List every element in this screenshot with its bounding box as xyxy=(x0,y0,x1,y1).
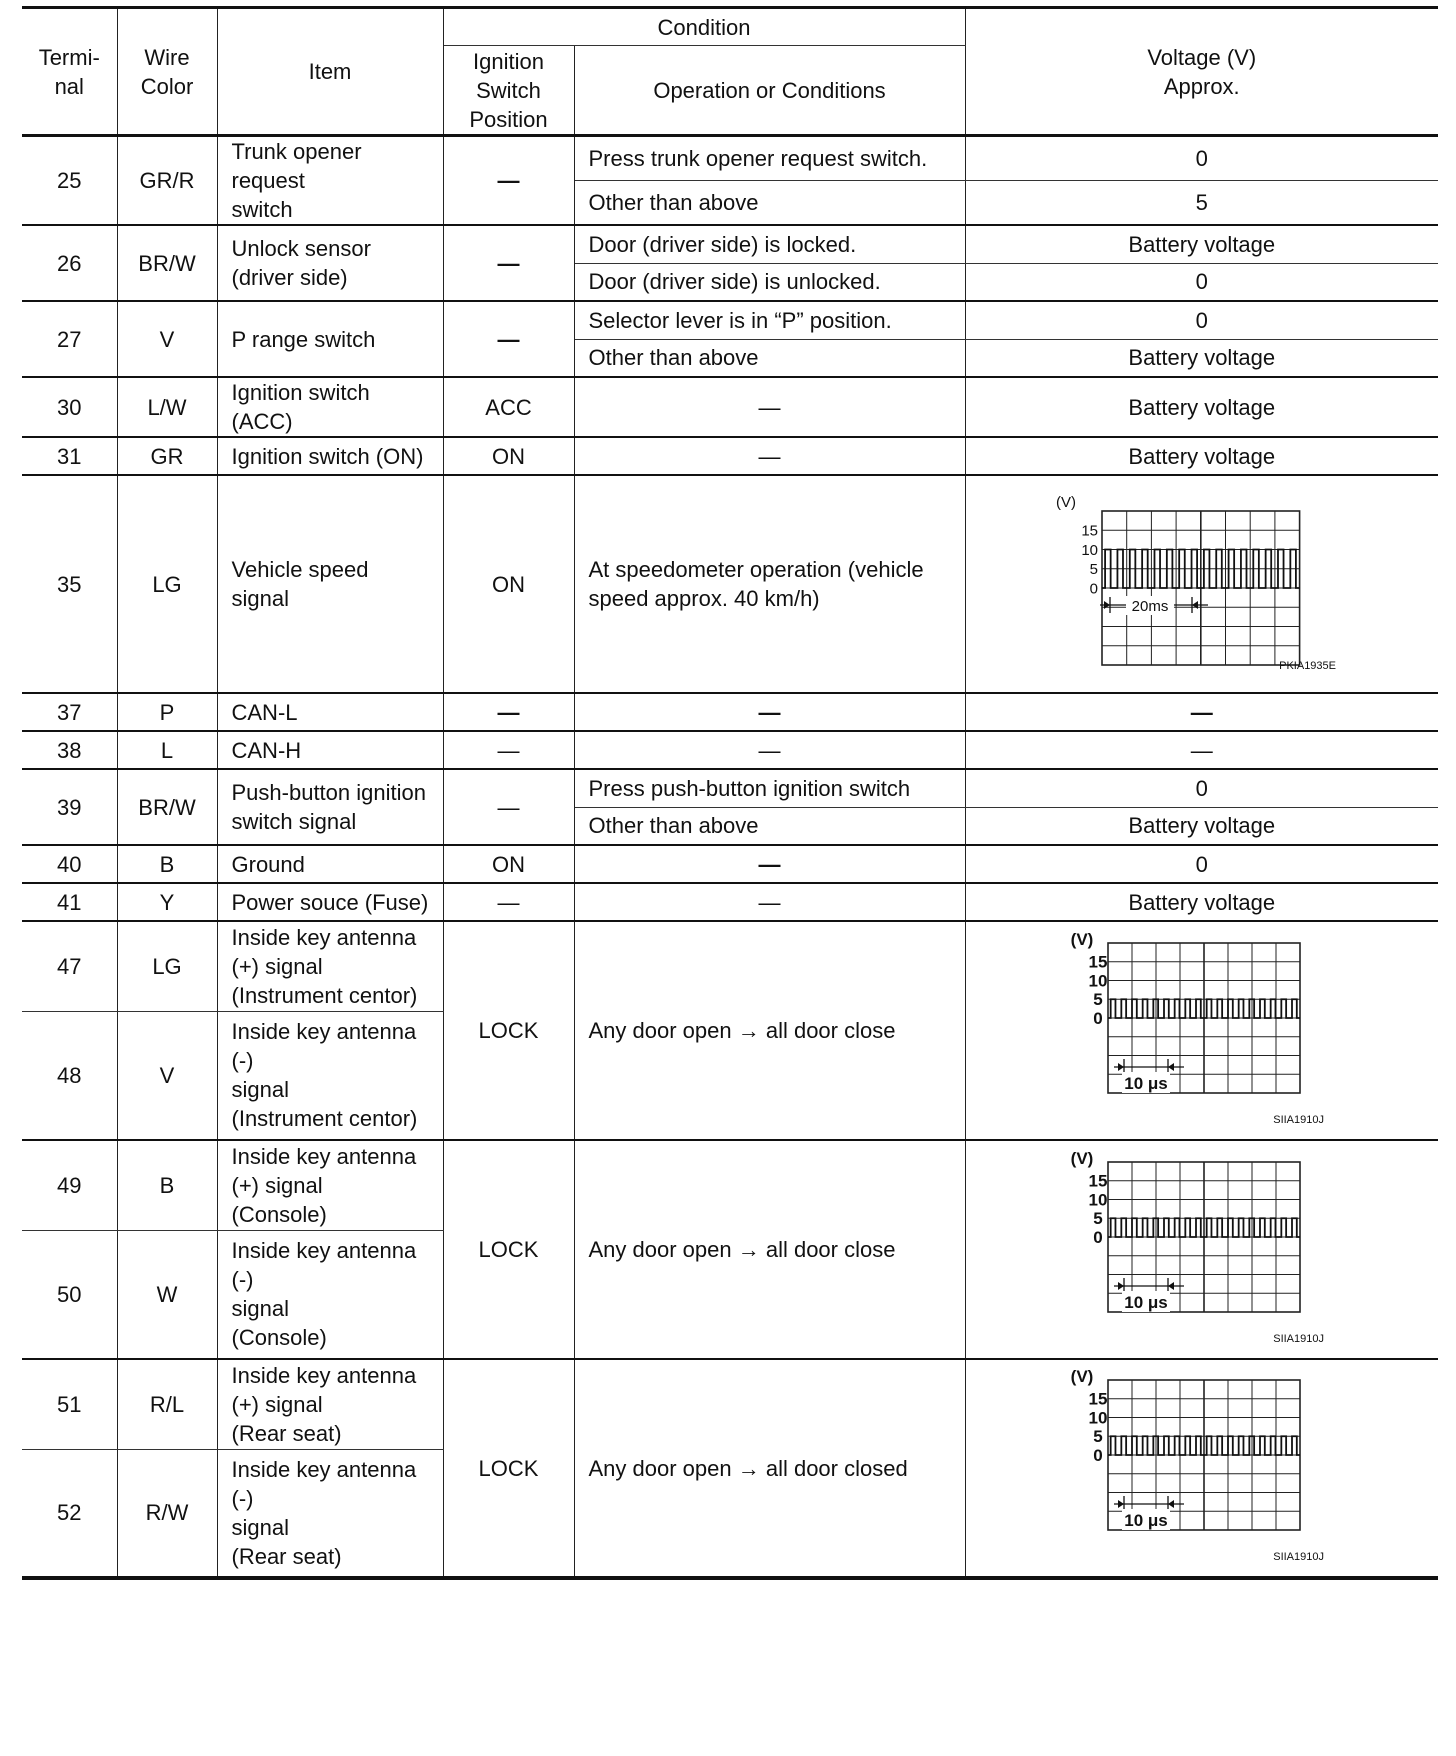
wire-color-cell: GR xyxy=(117,437,217,475)
condition-cell: Any door open → all door close xyxy=(574,1140,965,1359)
y-tick-label: 0 xyxy=(1093,1227,1103,1247)
y-tick-label: 0 xyxy=(1093,1008,1103,1028)
condition-cell: — xyxy=(574,437,965,475)
y-tick-label: 15 xyxy=(1088,1171,1108,1191)
table-row xyxy=(22,845,1438,883)
voltage-cell: 0 xyxy=(965,301,1438,339)
ignition-cell: ACC xyxy=(443,377,574,437)
header-condition: Condition xyxy=(443,8,965,46)
y-tick-label: 5 xyxy=(1093,1208,1103,1228)
condition-cell: Other than above xyxy=(574,339,965,377)
item-cell: Push-button ignition switch signal xyxy=(217,769,443,845)
y-tick-label: 10 xyxy=(1088,1189,1108,1209)
terminal-cell: 47 xyxy=(22,921,117,1011)
ignition-cell: — xyxy=(443,225,574,301)
header-voltage: Voltage (V) Approx. xyxy=(965,8,1438,136)
terminal-cell: 25 xyxy=(22,136,117,226)
wire-color-cell: R/W xyxy=(117,1449,217,1578)
wire-color-cell: L/W xyxy=(117,377,217,437)
item-cell: CAN-L xyxy=(217,693,443,731)
condition-cell: At speedometer operation (vehicle speed approx. 40 km/h) xyxy=(574,475,965,693)
figure-id-label: SIIA1910J xyxy=(1273,1551,1324,1563)
figure-id-label: PKIA1935E xyxy=(1278,660,1336,672)
terminal-cell: 51 xyxy=(22,1359,117,1449)
speed-signal-waveform xyxy=(1052,489,1352,679)
time-marker-arrow xyxy=(1118,1500,1124,1508)
ignition-cell: LOCK xyxy=(443,1359,574,1578)
y-tick-label: 15 xyxy=(1088,1389,1108,1409)
table-row xyxy=(22,769,1438,807)
voltage-cell: 0 xyxy=(965,263,1438,301)
y-tick-label: 5 xyxy=(1093,989,1103,1009)
wire-color-cell: BR/W xyxy=(117,769,217,845)
header-operation-conditions: Operation or Conditions xyxy=(574,46,965,136)
condition-cell: Any door open → all door closed xyxy=(574,1359,965,1578)
voltage-cell: 0 xyxy=(965,136,1438,181)
time-marker-arrow xyxy=(1168,1282,1174,1290)
voltage-cell: Battery voltage xyxy=(965,339,1438,377)
terminal-cell: 27 xyxy=(22,301,117,377)
wire-color-cell: L xyxy=(117,731,217,769)
condition-cell: Other than above xyxy=(574,807,965,845)
ignition-cell: LOCK xyxy=(443,921,574,1140)
table-row xyxy=(22,225,1438,263)
time-marker-arrow xyxy=(1168,1063,1174,1071)
time-scale-label: 10 μs xyxy=(1124,1073,1168,1093)
item-cell: Trunk opener request switch xyxy=(217,136,443,226)
voltage-waveform-cell xyxy=(965,475,1438,693)
wire-color-cell: R/L xyxy=(117,1359,217,1449)
condition-cell: Door (driver side) is locked. xyxy=(574,225,965,263)
item-cell: CAN-H xyxy=(217,731,443,769)
terminal-cell: 52 xyxy=(22,1449,117,1578)
item-cell: P range switch xyxy=(217,301,443,377)
terminal-cell: 30 xyxy=(22,377,117,437)
condition-cell: — xyxy=(574,693,965,731)
voltage-cell: Battery voltage xyxy=(965,437,1438,475)
terminal-cell: 26 xyxy=(22,225,117,301)
time-marker-arrow xyxy=(1118,1063,1124,1071)
item-cell: Inside key antenna (-) signal (Rear seat) xyxy=(217,1449,443,1578)
condition-cell: Press push-button ignition switch xyxy=(574,769,965,807)
terminal-table-sheet xyxy=(22,6,1438,1580)
axis-unit-label: (V) xyxy=(1070,930,1094,949)
ignition-cell: ON xyxy=(443,845,574,883)
time-scale-label: 10 μs xyxy=(1124,1511,1168,1530)
wire-color-cell: BR/W xyxy=(117,225,217,301)
y-tick-label: 10 xyxy=(1081,541,1098,559)
ignition-cell: — xyxy=(443,136,574,226)
wire-color-cell: B xyxy=(117,1140,217,1230)
wire-color-cell: B xyxy=(117,845,217,883)
table-row xyxy=(22,921,1438,1011)
ignition-cell: LOCK xyxy=(443,1140,574,1359)
condition-cell: Selector lever is in “P” position. xyxy=(574,301,965,339)
figure-id-label: SIIA1910J xyxy=(1273,1113,1324,1126)
wire-color-cell: LG xyxy=(117,475,217,693)
terminal-cell: 50 xyxy=(22,1230,117,1359)
item-cell: Inside key antenna (+) signal (Rear seat) xyxy=(217,1359,443,1449)
wire-color-cell: V xyxy=(117,1011,217,1140)
table-row xyxy=(22,377,1438,437)
y-tick-label: 10 xyxy=(1088,970,1108,990)
ignition-cell: — xyxy=(443,769,574,845)
ignition-cell: — xyxy=(443,301,574,377)
voltage-cell: Battery voltage xyxy=(965,377,1438,437)
voltage-waveform-cell xyxy=(965,1140,1438,1359)
y-tick-label: 0 xyxy=(1089,580,1098,598)
time-scale-label: 20ms xyxy=(1131,598,1169,615)
figure-id-label: SIIA1910J xyxy=(1273,1332,1324,1345)
voltage-cell: Battery voltage xyxy=(965,225,1438,263)
item-cell: Inside key antenna (-) signal (Console) xyxy=(217,1230,443,1359)
item-cell: Vehicle speed signal xyxy=(217,475,443,693)
table-row xyxy=(22,883,1438,921)
ignition-cell: — xyxy=(443,693,574,731)
item-cell: Unlock sensor (driver side) xyxy=(217,225,443,301)
terminal-cell: 39 xyxy=(22,769,117,845)
table-row xyxy=(22,136,1438,181)
table-row xyxy=(22,1359,1438,1449)
y-tick-label: 15 xyxy=(1088,952,1108,972)
time-marker-arrow xyxy=(1118,1282,1124,1290)
condition-cell: — xyxy=(574,731,965,769)
time-scale-label: 10 μs xyxy=(1124,1292,1168,1312)
y-tick-label: 15 xyxy=(1081,522,1098,540)
condition-cell: — xyxy=(574,845,965,883)
wire-color-cell: P xyxy=(117,693,217,731)
terminal-cell: 31 xyxy=(22,437,117,475)
y-tick-label: 0 xyxy=(1093,1445,1103,1465)
condition-cell: Door (driver side) is unlocked. xyxy=(574,263,965,301)
condition-cell: — xyxy=(574,883,965,921)
ignition-cell: ON xyxy=(443,437,574,475)
voltage-cell: Battery voltage xyxy=(965,807,1438,845)
terminal-cell: 41 xyxy=(22,883,117,921)
terminal-cell: 35 xyxy=(22,475,117,693)
item-cell: Ground xyxy=(217,845,443,883)
header-item: Item xyxy=(217,8,443,136)
item-cell: Power souce (Fuse) xyxy=(217,883,443,921)
time-marker-arrow xyxy=(1192,601,1198,609)
wire-color-cell: V xyxy=(117,301,217,377)
voltage-cell: — xyxy=(965,693,1438,731)
table-row xyxy=(22,437,1438,475)
table-row xyxy=(22,301,1438,339)
y-tick-label: 5 xyxy=(1089,561,1098,578)
wire-color-cell: Y xyxy=(117,883,217,921)
terminal-cell: 38 xyxy=(22,731,117,769)
antenna-signal-waveform-console xyxy=(1052,1150,1352,1350)
item-cell: Inside key antenna (+) signal (Instrument centor) xyxy=(217,921,443,1011)
condition-cell: Other than above xyxy=(574,180,965,225)
voltage-waveform-cell xyxy=(965,921,1438,1140)
item-cell: Ignition switch (ON) xyxy=(217,437,443,475)
antenna-signal-waveform-rear xyxy=(1052,1368,1352,1568)
axis-unit-label: (V) xyxy=(1070,1368,1094,1386)
y-tick-label: 5 xyxy=(1093,1427,1103,1447)
item-cell: Ignition switch (ACC) xyxy=(217,377,443,437)
header-wire-color: Wire Color xyxy=(117,8,217,136)
header-terminal: Termi- nal xyxy=(22,8,117,136)
terminal-cell: 48 xyxy=(22,1011,117,1140)
ignition-cell: — xyxy=(443,731,574,769)
antenna-signal-waveform-instrument xyxy=(1052,931,1352,1131)
time-marker-arrow xyxy=(1168,1500,1174,1508)
condition-cell: Any door open → all door close xyxy=(574,921,965,1140)
voltage-cell: 0 xyxy=(965,845,1438,883)
terminal-cell: 37 xyxy=(22,693,117,731)
wire-color-cell: W xyxy=(117,1230,217,1359)
ignition-cell: ON xyxy=(443,475,574,693)
voltage-cell: Battery voltage xyxy=(965,883,1438,921)
table-row xyxy=(22,475,1438,693)
time-marker-arrow xyxy=(1104,601,1110,609)
terminal-inspection-table xyxy=(22,6,1438,1580)
table-row xyxy=(22,731,1438,769)
terminal-cell: 40 xyxy=(22,845,117,883)
table-row xyxy=(22,1140,1438,1230)
y-tick-label: 10 xyxy=(1088,1408,1108,1428)
table-row xyxy=(22,693,1438,731)
terminal-cell: 49 xyxy=(22,1140,117,1230)
axis-unit-label: (V) xyxy=(1055,494,1076,511)
item-cell: Inside key antenna (+) signal (Console) xyxy=(217,1140,443,1230)
ignition-cell: — xyxy=(443,883,574,921)
condition-cell: — xyxy=(574,377,965,437)
axis-unit-label: (V) xyxy=(1070,1149,1094,1168)
voltage-cell: — xyxy=(965,731,1438,769)
voltage-waveform-cell xyxy=(965,1359,1438,1578)
voltage-cell: 0 xyxy=(965,769,1438,807)
condition-cell: Press trunk opener request switch. xyxy=(574,136,965,181)
wire-color-cell: GR/R xyxy=(117,136,217,226)
wire-color-cell: LG xyxy=(117,921,217,1011)
voltage-cell: 5 xyxy=(965,180,1438,225)
item-cell: Inside key antenna (-) signal (Instrument centor) xyxy=(217,1011,443,1140)
header-ignition-switch-position: Ignition Switch Position xyxy=(443,46,574,136)
